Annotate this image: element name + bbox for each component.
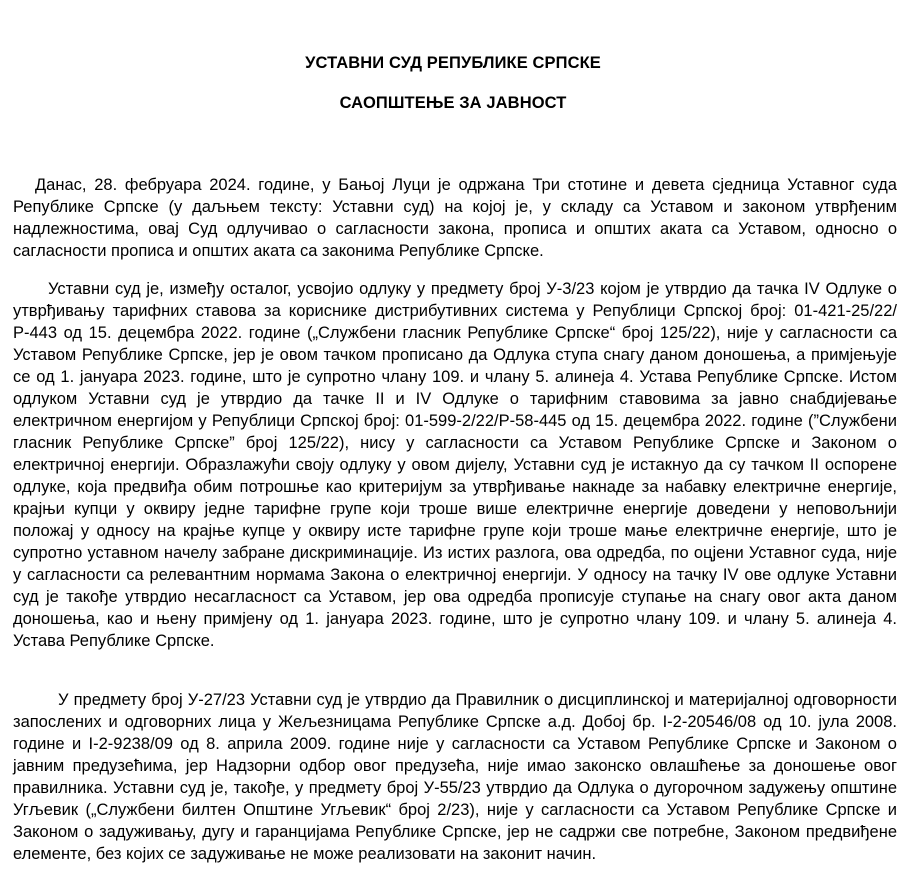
paragraph-railways-ugljevik: У предмету број У-27/23 Уставни суд је утврдио да Правилник о дисциплинској и материјалној одговорности запослених и одговорних лица у Жељезницама Републике Српске а.д. Добој бр. I-2-20546/08 од 10. јула 2008. године и I-2-9238/09 од 8. априла 2009. године није у сагласности са Уставом Републике Српске и Законом о јавним предузећима, јер Надзорни одбор овог предузећа, није имао законско овлашћење за доношење овог правилника. Уставни суд је, такође, у предмету број У-55/23 утврдио да Одлука о дугорочном задужењу општине Угљевик („Службени билтен Општине Угљевик“ број 2/23), није у сагласности са Уставом Републике Српске и Законом о задуживању, дугу и гаранцијама Републике Српске, јер не садржи све потребне, Законом предвиђене елементе, без којих се задуживање не може реализовати на законит начин. [13,691,897,863]
press-release-subtitle: САОПШТЕЊЕ ЗА ЈАВНОСТ [339,94,567,112]
paragraph-session-intro: Данас, 28. фебруара 2024. године, у Бањој Луци је одржана Три стотине и девета сједница Уставног суда Републике Српске (у даљњем тексту: Уставни суд) на којој је, у складу са Уставом и законом утврђеним надлежностима, овај Суд одлучивао о сагласности закона, прописа и општих аката са Уставом, односно о сагласности прописа и општих аката са законима Републике Српске. [13,176,897,260]
paragraph-tariff-decision: Уставни суд је, између осталог, усвојио одлуку у предмету број У-3/23 којом је утврдио да тачка IV Одлуке о утврђивању тарифних ставова за кориснике дистрибутивних система у Републици Српској број: 01-421-25/22/Р-443 од 15. децембра 2022. године („Службени гласник Републике Српске“ број 125/22), није у сагласности са Уставом Републике Српске, јер је овом тачком прописано да Одлука ступа снагу даном доношења, а примјењује се од 1. јануара 2023. године, што је супротно члану 109. и члану 5. алинеја 4. Устава Републике Српске. Истом одлуком Уставни суд је утврдио да тачке II и IV Одлуке о тарифним ставовима за јавно снабдијевање електричном енергијом у Републици Српској број: 01-599-2/22/Р-58-445 од 15. децембра 2022. године (”Службени гласник Републике Српске” број 125/22), нису у сагласности са Уставом Републике Српске и Законом о електричној енергији. Образлажући своју одлуку у овом дијелу, Уставни суд је истакнуо да су тачком II оспорене одлуке, која предвиђа обим потрошње као критеријум за утврђивање накнаде за набавку електричне енергије, крајњи купци у оквиру једне тарифне групе који троше више електричне енергије доведени у неповољнији положај у односу на крајње купце у оквиру исте тарифне групе који троше мање електричне енергије, што је супротно уставном начелу забране дискриминације. Из истих разлога, ова одредба, по оцјени Уставног суда, није у сагласности са релевантним нормама Закона о електричној енергији. У односу на тачку IV ове одлуке Уставни суд је такође утврдио несагласност са Уставом, јер ова одредба прописује ступање на снагу овог акта даном доношења, као и њену примјену од 1. јануара 2023. године, што је супротно члану 109. и члану 5. алинеја 4. Устава Републике Српске. [13,280,897,650]
court-title: УСТАВНИ СУД РЕПУБЛИКЕ СРПСКЕ [305,54,601,72]
